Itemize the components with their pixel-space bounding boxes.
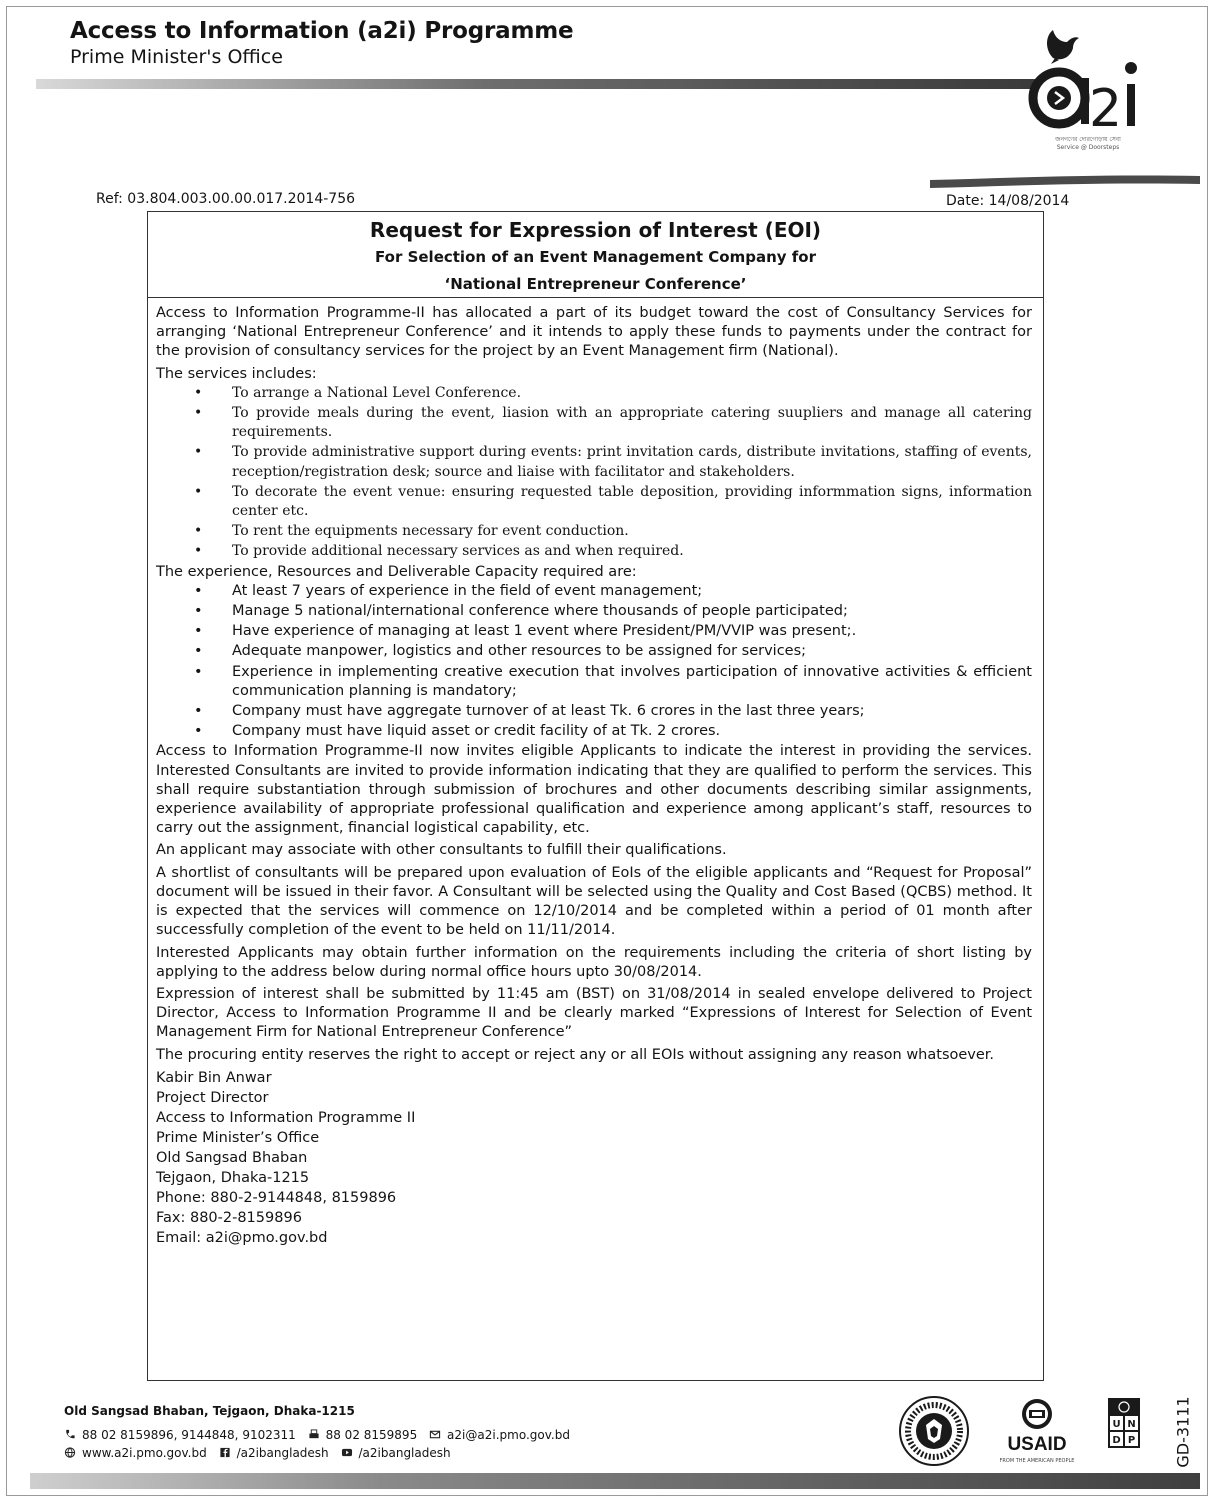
signatory-email: Email: a2i@pmo.gov.bd bbox=[156, 1229, 328, 1246]
association-paragraph: An applicant may associate with other consultants to fulfill their qualifications. bbox=[156, 842, 727, 859]
signatory-phone: Phone: 880-2-9144848, 8159896 bbox=[156, 1189, 397, 1206]
eoi-notice bbox=[147, 211, 1044, 1381]
signatory-org: Access to Information Programme II bbox=[156, 1109, 416, 1126]
signatory-title: Project Director bbox=[156, 1089, 269, 1106]
experience-label: The experience, Resources and Deliverable Capacity required are: bbox=[156, 563, 637, 580]
notice-body bbox=[156, 304, 1032, 1248]
information-paragraph: Interested Applicants may obtain further information on the requirements including the criteria of short listing by applying to the address below during normal office hours upto 30/08/2014. bbox=[156, 944, 1032, 980]
footer-facebook[interactable]: /a2ibangladesh bbox=[236, 1446, 329, 1460]
notice-date: Date: 14/08/2014 bbox=[946, 193, 1070, 209]
shortlist-paragraph: A shortlist of consultants will be prepared upon evaluation of EoIs of the eligible applicants and “Request for Proposal” document will be issued in their favor. A Consultant will be selected using the Quality and Cost Based (QCBS) method. It is expected that the services will commence on 12/10/2014 and be completed within a period of 01 month after successfully completion of the event to be held on 11/11/2014. bbox=[156, 864, 1032, 939]
signatory-office: Prime Minister’s Office bbox=[156, 1129, 320, 1146]
svg-text:N: N bbox=[1127, 1419, 1136, 1430]
intro-paragraph: Access to Information Programme-II has allocated a part of its budget toward the cost of Consultancy Services for arranging ‘National Entrepreneur Conference’ and it intends to apply these funds to payments under the contract for the provision of consultancy services for the project by an Event Management firm (National). bbox=[156, 305, 1032, 360]
experience-item: • At least 7 years of experience in the field of event management; bbox=[232, 582, 1032, 601]
header-swoosh bbox=[930, 160, 1200, 190]
usaid-tagline: FROM THE AMERICAN PEOPLE bbox=[999, 1458, 1075, 1464]
rights-paragraph: The procuring entity reserves the right to accept or reject any or all EOIs without assigning any reason whatsoever. bbox=[156, 1046, 995, 1063]
footer-website[interactable]: www.a2i.pmo.gov.bd bbox=[82, 1446, 207, 1460]
svg-text:D: D bbox=[1112, 1435, 1121, 1446]
facebook-icon bbox=[219, 1447, 231, 1458]
service-item: • To provide additional necessary services as and when required. bbox=[232, 542, 1032, 561]
experience-list bbox=[156, 582, 1032, 742]
footer-address: Old Sangsad Bhaban, Tejgaon, Dhaka-1215 bbox=[64, 1404, 355, 1418]
email-icon bbox=[429, 1429, 441, 1440]
footer-web bbox=[64, 1446, 451, 1460]
service-item: • To rent the equipments necessary for event conduction. bbox=[232, 522, 1032, 541]
phone-icon bbox=[64, 1429, 76, 1440]
signatory-name: Kabir Bin Anwar bbox=[156, 1069, 272, 1086]
notice-title: Request for Expression of Interest (EOI) bbox=[369, 218, 822, 242]
gd-code: GD-3111 bbox=[1173, 1396, 1193, 1468]
invitation-paragraph: Access to Information Programme-II now invites eligible Applicants to indicate the interest in providing the services. Interested Consultants are invited to provide information indicating that they are qualified to perform the services. This shall require substantiation through submission of brochures and other documents describing similar assignments, experience availability of appropriate professional qualification and experience among applicant’s staff, resources to carry out the assignment, financial logistical capability, etc. bbox=[156, 743, 1032, 837]
service-item: • To provide administrative support during events: print invitation cards, distribute invitations, staffing of events, reception/registration desk; source and liaise with facilitator and stakeholders. bbox=[232, 443, 1032, 481]
signatory-fax: Fax: 880-2-8159896 bbox=[156, 1209, 302, 1226]
footer-youtube[interactable]: /a2ibangladesh bbox=[358, 1446, 451, 1460]
footer-phone: 88 02 8159896, 9144848, 9102311 bbox=[82, 1428, 296, 1442]
header-office: Prime Minister's Office bbox=[70, 46, 283, 68]
svg-text:P: P bbox=[1127, 1435, 1136, 1446]
experience-item: • Have experience of managing at least 1 event where President/PM/VVIP was present;. bbox=[232, 622, 1032, 641]
submission-paragraph: Expression of interest shall be submitted by 11:45 am (BST) on 31/08/2014 in sealed envelope delivered to Project Director, Access to Information Programme II and be clearly marked “Expressions of Interest for Selection of Event Management Firm for National Entrepreneur Conference” bbox=[156, 985, 1032, 1041]
experience-item: • Adequate manpower, logistics and other resources to be assigned for services; bbox=[232, 642, 1032, 661]
svg-text:2: 2 bbox=[1089, 79, 1123, 139]
services-list bbox=[156, 384, 1032, 562]
footer-email[interactable]: a2i@a2i.pmo.gov.bd bbox=[447, 1428, 570, 1442]
footer-contacts bbox=[64, 1428, 570, 1442]
notice-subtitle-1: For Selection of an Event Management Company for bbox=[375, 248, 816, 266]
service-item: • To arrange a National Level Conference. bbox=[232, 384, 1032, 403]
signatory-address-2: Tejgaon, Dhaka-1215 bbox=[156, 1169, 310, 1186]
services-label: The services includes: bbox=[156, 365, 317, 382]
notice-subtitle-2: ‘National Entrepreneur Conference’ bbox=[444, 275, 747, 293]
svg-text:U: U bbox=[1112, 1419, 1121, 1430]
logo-tagline: জনগণের দোরগোড়ায় সেবা Service @ Doorsteps bbox=[1055, 136, 1121, 151]
usaid-wordmark: USAID bbox=[1007, 1434, 1067, 1455]
fax-icon bbox=[308, 1429, 320, 1440]
notice-title-block bbox=[148, 212, 1043, 298]
experience-item: • Company must have liquid asset or credit facility of at Tk. 2 crores. bbox=[232, 722, 1032, 741]
header-band bbox=[36, 79, 1036, 89]
header-org: Access to Information (a2i) Programme bbox=[70, 18, 574, 44]
signature-block bbox=[156, 1068, 1032, 1248]
experience-item: • Company must have aggregate turnover of at least Tk. 6 crores in the last three years; bbox=[232, 702, 1032, 721]
reference-number: Ref: 03.804.003.00.00.017.2014-756 bbox=[96, 191, 356, 207]
youtube-icon bbox=[341, 1447, 353, 1458]
service-item: • To provide meals during the event, liasion with an appropriate catering suupliers and manage all catering requirements. bbox=[232, 404, 1032, 442]
footer-band bbox=[30, 1473, 1200, 1489]
service-item: • To decorate the event venue: ensuring requested table deposition, providing informmation signs, information center etc. bbox=[232, 483, 1032, 521]
experience-item: • Manage 5 national/international conference where thousands of people participated; bbox=[232, 602, 1032, 621]
undp-logo bbox=[1108, 1398, 1140, 1448]
footer-fax: 88 02 8159895 bbox=[325, 1428, 418, 1442]
government-seal bbox=[898, 1395, 970, 1467]
globe-icon bbox=[64, 1447, 76, 1458]
signatory-address-1: Old Sangsad Bhaban bbox=[156, 1149, 308, 1166]
experience-item: • Experience in implementing creative execution that involves participation of innovative activities & efficient communication planning is mandatory; bbox=[232, 663, 1032, 701]
